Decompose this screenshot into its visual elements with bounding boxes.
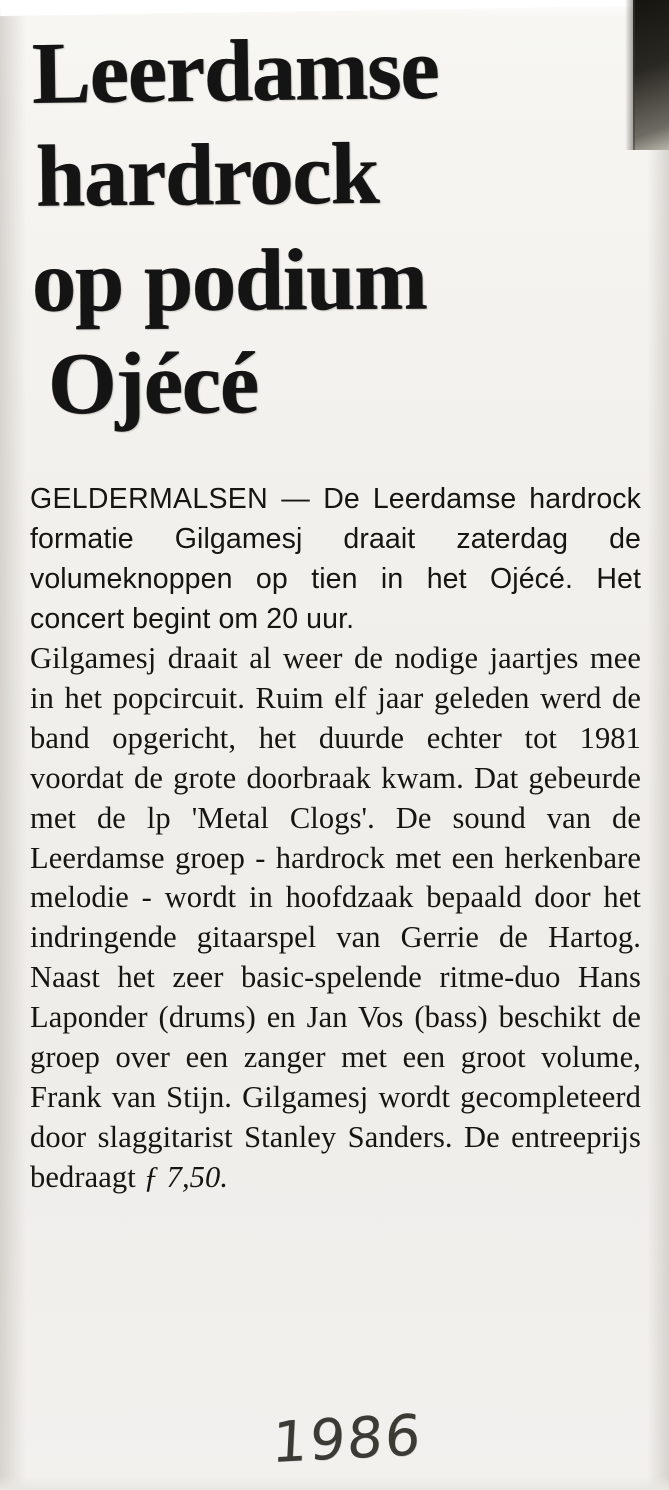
article-main-paragraph bbox=[30, 639, 641, 1198]
headline-line-1: Leerdamse bbox=[31, 20, 439, 123]
article-lead-paragraph bbox=[30, 479, 641, 639]
dateline-separator: — bbox=[268, 482, 324, 515]
headline-line-3: op podium bbox=[31, 231, 427, 332]
main-text: Gilgamesj draait al weer de nodige jaartjes mee in het popcircuit. Ruim elf jaar geleden werd de band opgericht, het duurde echter tot 1981 voordat de grote doorbraak kwam. Dat gebeurde met de lp 'Metal Clogs'. De sound van de Leerdamse groep - hardrock met een herkenbare melodie - wordt in hoofdzaak bepaald door het indringende gitaarspel van Gerrie de Hartog. Naast het zeer basic-spelende ritme-duo Hans Laponder (drums) en Jan Vos (bass) beschikt de groep over een zanger met een groot volume, Frank van Stijn. Gilgamesj wordt gecompleteerd door slaggitarist Stanley Sanders. De entreeprijs bedraagt bbox=[30, 640, 641, 1195]
article-body bbox=[30, 479, 641, 1198]
lead-text: De Leerdamse hardrock formatie Gilgamesj draait zaterdag de volumeknoppen op tien in het Ojécé. Het concert begint om 20 uur. bbox=[30, 482, 641, 635]
handwritten-year-annotation: 1986 bbox=[270, 1402, 425, 1477]
entry-price: ƒ 7,50. bbox=[143, 1160, 229, 1195]
headline-line-2: hardrock bbox=[35, 125, 379, 226]
clipping-bottom-cut-edge bbox=[0, 1476, 669, 1490]
headline-line-4: Ojécé bbox=[47, 335, 259, 433]
clipping-content bbox=[0, 20, 669, 1198]
dateline: GELDERMALSEN bbox=[30, 482, 269, 515]
article-headline bbox=[30, 20, 641, 433]
